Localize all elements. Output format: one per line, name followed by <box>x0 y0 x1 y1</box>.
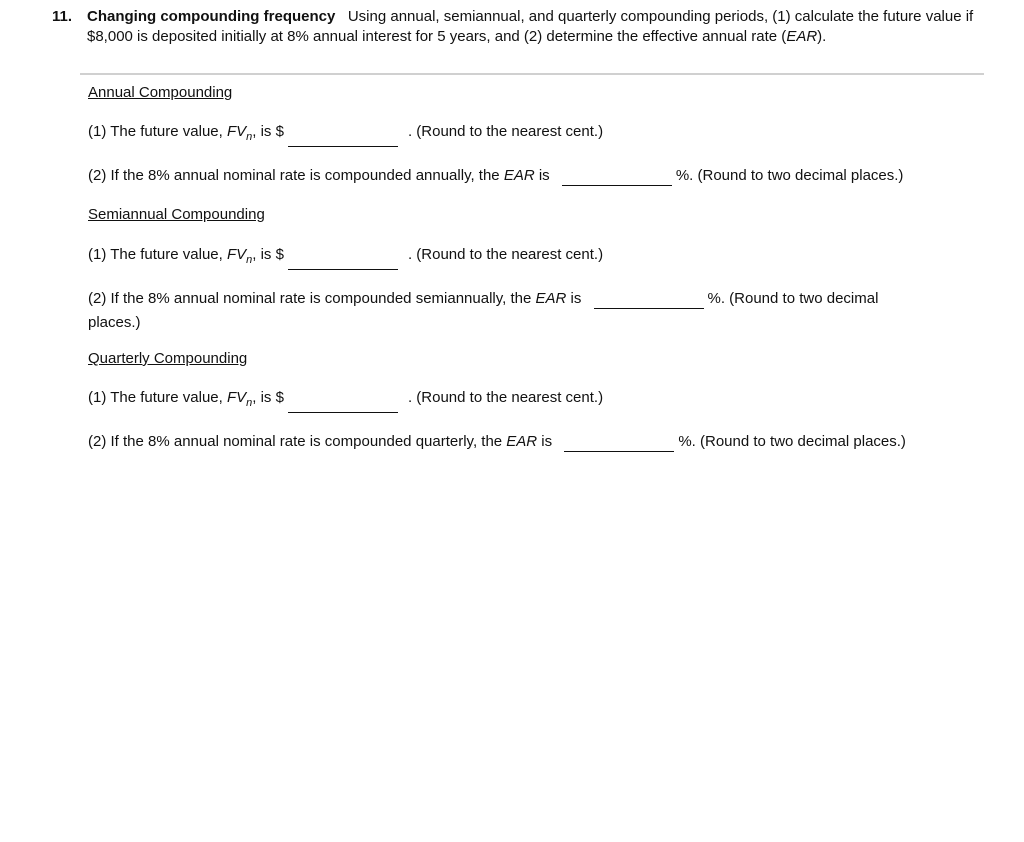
annual-ear-input[interactable] <box>562 167 672 186</box>
semiannual-fv-row <box>88 245 603 270</box>
ear-is: is <box>537 433 557 450</box>
ear-symbol: EAR <box>503 167 535 184</box>
question-header <box>52 7 982 47</box>
section-heading-annual: Annual Compounding <box>88 84 233 101</box>
semiannual-ear-row <box>88 289 878 309</box>
annual-fv-row <box>88 122 603 147</box>
fv-suffix: , is $ <box>252 389 284 406</box>
quarterly-ear-row <box>88 432 906 452</box>
annual-fv-input[interactable] <box>288 128 398 147</box>
places-note: places.) <box>88 314 141 331</box>
fv-symbol: $FV_n$ <box>226 389 253 409</box>
section-heading-quarterly: Quarterly Compounding <box>88 350 248 367</box>
percent-round-part-note: %. (Round to two decimal <box>707 290 879 307</box>
round-cent-note: . (Round to the nearest cent.) <box>407 389 604 406</box>
ear-is: is <box>534 167 554 184</box>
ear-symbol: EAR <box>506 433 538 450</box>
question-intro: Using annual, semiannual, and quarterly compounding periods, (1) calculate the future value if $8,000 is deposited initially at 8% annual interest for 5 years, and (2) determine the effective annual rate <box>87 8 974 45</box>
percent-round-note: %. (Round to two decimal places.) <box>678 433 906 450</box>
fv-prefix: (1) The future value, <box>88 389 227 406</box>
fv-prefix: (1) The future value, <box>88 123 227 140</box>
semiannual-ear-input[interactable] <box>594 290 704 309</box>
divider <box>80 73 984 75</box>
ear-is: is <box>566 290 586 307</box>
quarterly-ear-prefix: (2) If the 8% annual nominal rate is compounded quarterly, the <box>88 433 507 450</box>
fv-symbol: $FV_n$ <box>226 123 253 143</box>
semiannual-ear-row-cont <box>88 313 141 333</box>
semiannual-ear-prefix: (2) If the 8% annual nominal rate is compounded semiannually, the <box>88 290 536 307</box>
fv-suffix: , is $ <box>252 123 284 140</box>
annual-ear-prefix: (2) If the 8% annual nominal rate is compounded annually, the <box>88 167 504 184</box>
fv-prefix: (1) The future value, <box>88 246 227 263</box>
question-number: 11. <box>52 8 73 25</box>
section-heading-semiannual: Semiannual Compounding <box>88 206 265 223</box>
question-text: Changing compounding frequency Using annual, semiannual, and quarterly compounding periods, (1) calculate the future value if $8,000 is deposited initially at 8% annual interest for 5 years, and (2) determine the effective annual rate (EAR). <box>87 8 974 45</box>
percent-round-note: %. (Round to two decimal places.) <box>675 167 904 184</box>
round-cent-note: . (Round to the nearest cent.) <box>407 246 604 263</box>
question-intro-end: ). <box>817 28 827 45</box>
quarterly-fv-input[interactable] <box>288 394 398 413</box>
annual-ear-row <box>88 166 903 186</box>
round-cent-note: . (Round to the nearest cent.) <box>407 123 604 140</box>
ear-symbol: EAR <box>535 290 567 307</box>
fv-symbol: $FV_n$ <box>226 246 253 266</box>
fv-suffix: , is $ <box>252 246 284 263</box>
question-title: Changing compounding frequency <box>87 8 336 25</box>
quarterly-fv-row <box>88 388 603 413</box>
semiannual-fv-input[interactable] <box>288 251 398 270</box>
quarterly-ear-input[interactable] <box>564 433 674 452</box>
question-intro-ear: EAR <box>786 28 818 45</box>
